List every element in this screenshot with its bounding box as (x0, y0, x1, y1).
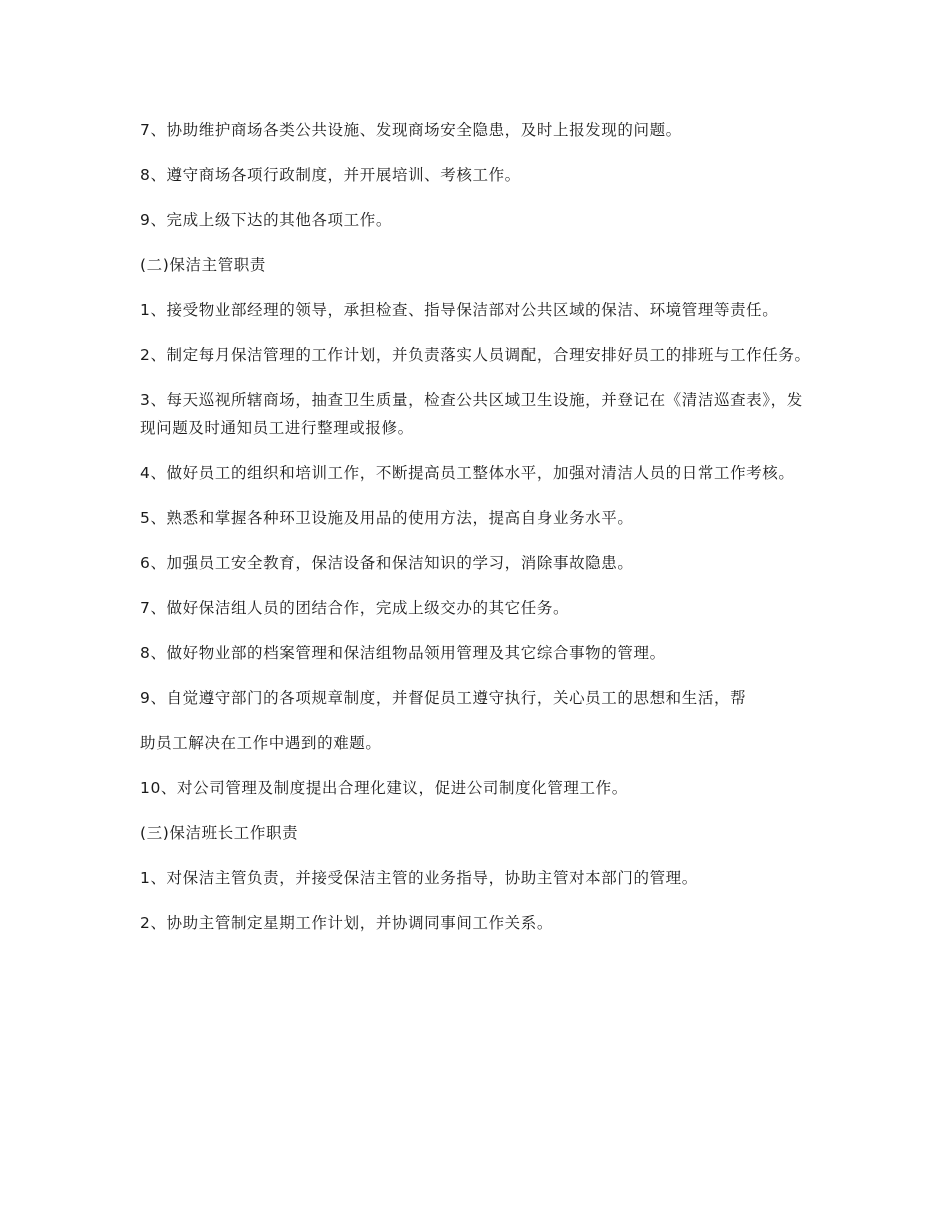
paragraph: 助员工解决在工作中遇到的难题。 (140, 734, 382, 752)
section-heading: (二)保洁主管职责 (140, 256, 266, 274)
paragraph: 5、熟悉和掌握各种环卫设施及用品的使用方法，提高自身业务水平。 (140, 509, 634, 527)
paragraph: 1、对保洁主管负责，并接受保洁主管的业务指导，协助主管对本部门的管理。 (140, 869, 698, 887)
paragraph: 9、自觉遵守部门的各项规章制度，并督促员工遵守执行，关心员工的思想和生活，帮 (140, 689, 747, 707)
paragraph: 2、协助主管制定星期工作计划，并协调同事间工作关系。 (140, 914, 553, 932)
paragraph: 7、协助维护商场各类公共设施、发现商场安全隐患，及时上报发现的问题。 (140, 121, 682, 139)
paragraph: 2、制定每月保洁管理的工作计划，并负责落实人员调配，合理安排好员工的排班与工作任务。 (140, 346, 811, 364)
paragraph: 4、做好员工的组织和培训工作，不断提高员工整体水平，加强对清洁人员的日常工作考核。 (140, 464, 795, 482)
paragraph: 8、遵守商场各项行政制度，并开展培训、考核工作。 (140, 166, 521, 184)
paragraph: 10、对公司管理及制度提出合理化建议，促进公司制度化管理工作。 (140, 779, 628, 797)
paragraph: 8、做好物业部的档案管理和保洁组物品领用管理及其它综合事物的管理。 (140, 644, 666, 662)
paragraph: 1、接受物业部经理的领导，承担检查、指导保洁部对公共区域的保洁、环境管理等责任。 (140, 301, 779, 319)
paragraph: 9、完成上级下达的其他各项工作。 (140, 211, 392, 229)
section-heading: (三)保洁班长工作职责 (140, 824, 299, 842)
paragraph: 6、加强员工安全教育，保洁设备和保洁知识的学习，消除事故隐患。 (140, 554, 634, 572)
paragraph: 3、每天巡视所辖商场，抽查卫生质量，检查公共区域卫生设施，并登记在《清洁巡查表》，发现问题及时通知员工进行整理或报修。 (140, 391, 803, 437)
paragraph: 7、做好保洁组人员的团结合作，完成上级交办的其它任务。 (140, 599, 570, 617)
document-body (140, 116, 815, 954)
